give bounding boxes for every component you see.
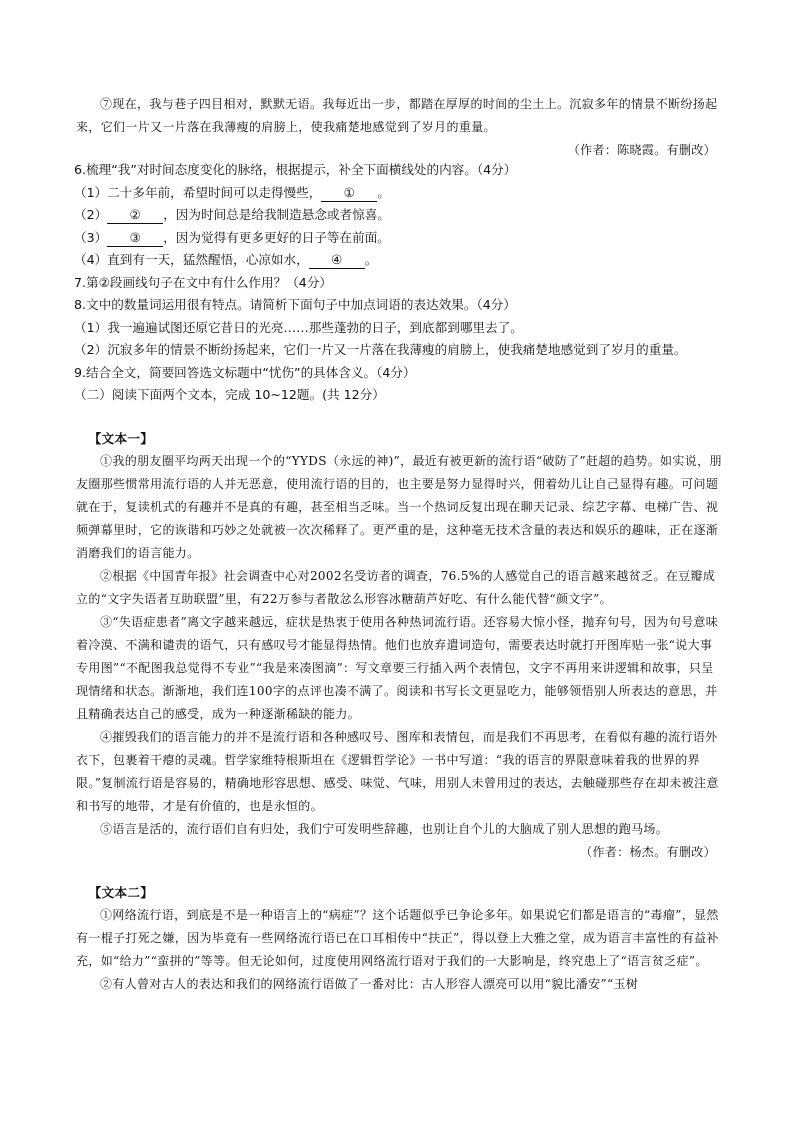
q8-item-2: （2）沉寂多年的情景不断纷扬起来，它们一片又一片落在我薄瘦的肩膀上，使我痛楚地感觉到了岁月的重量。 [74, 342, 687, 357]
answer-blank-4[interactable]: ④ [309, 252, 365, 269]
text-one-para-2: ②根据《中国青年报》社会调查中心对2002名受访者的调查，76.5%的人感觉自己的语言越来越贫乏。在豆瓣成立的“文字失语者互助联盟”里，有22万参与者散忿么形容冰糖葫芦好吃、有什么能代替“颜文字”。 [76, 569, 716, 606]
text-two-para-1: ①网络流行语，到底是不是一种语言上的“病症”？这个话题似乎已争论多年。如果说它们都是语言的“毒瘤”，显然有一棍子打死之嫌，因为毕竟有一些网络流行语已在口耳相传中“扶正”，得以登上大雅之堂，成为语言丰富性的有益补充，如“给力”“蛮拼的”等等。但无论如何，过度使用网络流行语对于我们的一大影响是，终究患上了“语言贫乏症”。 [76, 908, 719, 968]
answer-blank-2[interactable]: ② [107, 207, 163, 224]
q6-item-3: （3） ③ ，因为觉得有更多更好的日子等在前面。 [74, 229, 390, 245]
text-one [76, 427, 722, 864]
q6-item-1: （1）二十多年前，希望时间可以走得慢些， ① 。 [74, 184, 390, 200]
text-one-header: 【文本一】 [88, 431, 154, 446]
q6-item-2: （2） ② ，因为时间总是给我制造悬念或者惊喜。 [74, 207, 390, 222]
section-2-heading: （二）阅读下面两个文本，完成 10~12题。(共 12分） [74, 387, 385, 402]
author-credit: （作者：陈晓霞。有删改） [567, 143, 716, 157]
q6-item-4: （4）直到有一天，猛然醒悟，心凉如水， ④ 。 [74, 252, 378, 267]
text-one-para-4: ④摧毁我们的语言能力的并不是流行语和各种感叹号、图库和表情包，而是我们不再思考，在看似有趣的流行语外衣下，包裹着干瘪的灵魂。哲学家维特根斯坦在《逻辑哲学论》一书中写道：“我的语言的界限意味着我的世界的界限。”复制流行语是容易的，精确地形容思想、感受、味觉、气味，用别人未曾用过的表达，去触碰那些存在却未被注意和书写的地带，才是有价值的，也是永恒的。 [76, 730, 719, 813]
q8-stem: 8.文中的数量词运用很有特点。请简析下面句子中加点词语的表达效果。（4分） [74, 297, 516, 312]
q6-stem: 6.梳理“我”对时间态度变化的脉络，根据提示，补全下面横线处的内容。（4分） [74, 162, 517, 177]
answer-blank-1[interactable]: ① [321, 185, 377, 202]
text-one-para-3: ③“失语症患者”离文字越来越远，症状是热衷于使用各种热词流行语。还容易大惊小怪，抛弃句号，因为句号意味着冷漠、不满和谴责的语气，只有感叹号才能显得热情。他们也放弃遣词造句，需要表达时就打开图库贴一张“说大事专用图”“不配图我总觉得不专业”“我是来凑图滴”：写文章要三行插入两个表情包，文字不再用来讲逻辑和故事，只呈现情绪和状态。渐渐地，我们连100字的点评也凑不满了。阅读和书写长文更显吃力，能够领悟别人所表达的意思，并且精确表达自己的感受，成为一种逐渐稀缺的能力。 [76, 615, 719, 721]
questions [74, 159, 720, 407]
text-one-para-5: ⑤语言是活的，流行语们自有归处，我们宁可发明些辞趣，也别让自个儿的大脑成了别人思想的跑马场。 [100, 822, 669, 836]
q9: 9.结合全文，简要回答选文标题中“忧伤”的具体含义。（4分） [74, 364, 416, 380]
text-two-header: 【文本二】 [88, 885, 154, 900]
text-two [76, 881, 722, 996]
paragraph-7: ⑦现在，我与巷子四目相对，默默无语。我每近出一步，都踏在厚厚的时间的尘土上。沉寂多年的情景不断纷扬起来，它们一片又一片落在我薄瘦的肩膀上，使我痛楚地感觉到了岁月的重量。 [76, 97, 718, 134]
text-two-para-2: ②有人曾对古人的表达和我们的网络流行语做了一番对比：古人形容人漂亮可以用“貌比潘安”“玉树 [100, 977, 639, 991]
text-one-para-1: ①我的朋友圈平均两天出现一个的“YYDS（永远的神)”，最近有被更新的流行语“破防了”赶超的趋势。如实说，朋友圈那些惯常用流行语的人并无恶意，使用流行语的目的，也主要是努力显得时兴，佣着幼儿让自己显得有趣。可问题就在于，复读机式的有趣并不是真的有趣，甚至相当乏味。当一个热词反复出现在聊天记录、综艺字幕、电梯广告、视频弹幕里时，它的诙谐和巧妙之处就被一次次稀释了。更严重的是，这种毫无技术含量的表达和娱乐的趣味，正在逐渐消磨我们的语言能力。 [76, 454, 722, 560]
answer-blank-3[interactable]: ③ [107, 230, 163, 247]
q7: 7.第②段画线句子在文中有什么作用？（4分） [74, 274, 333, 290]
text-one-author: （作者：杨杰。有删改） [580, 845, 716, 859]
q8-item-1: （1）我一遍遍试图还原它昔日的光亮……那些蓬勃的日子，到底都到哪里去了。 [74, 319, 523, 335]
passage1-ending [76, 93, 722, 162]
